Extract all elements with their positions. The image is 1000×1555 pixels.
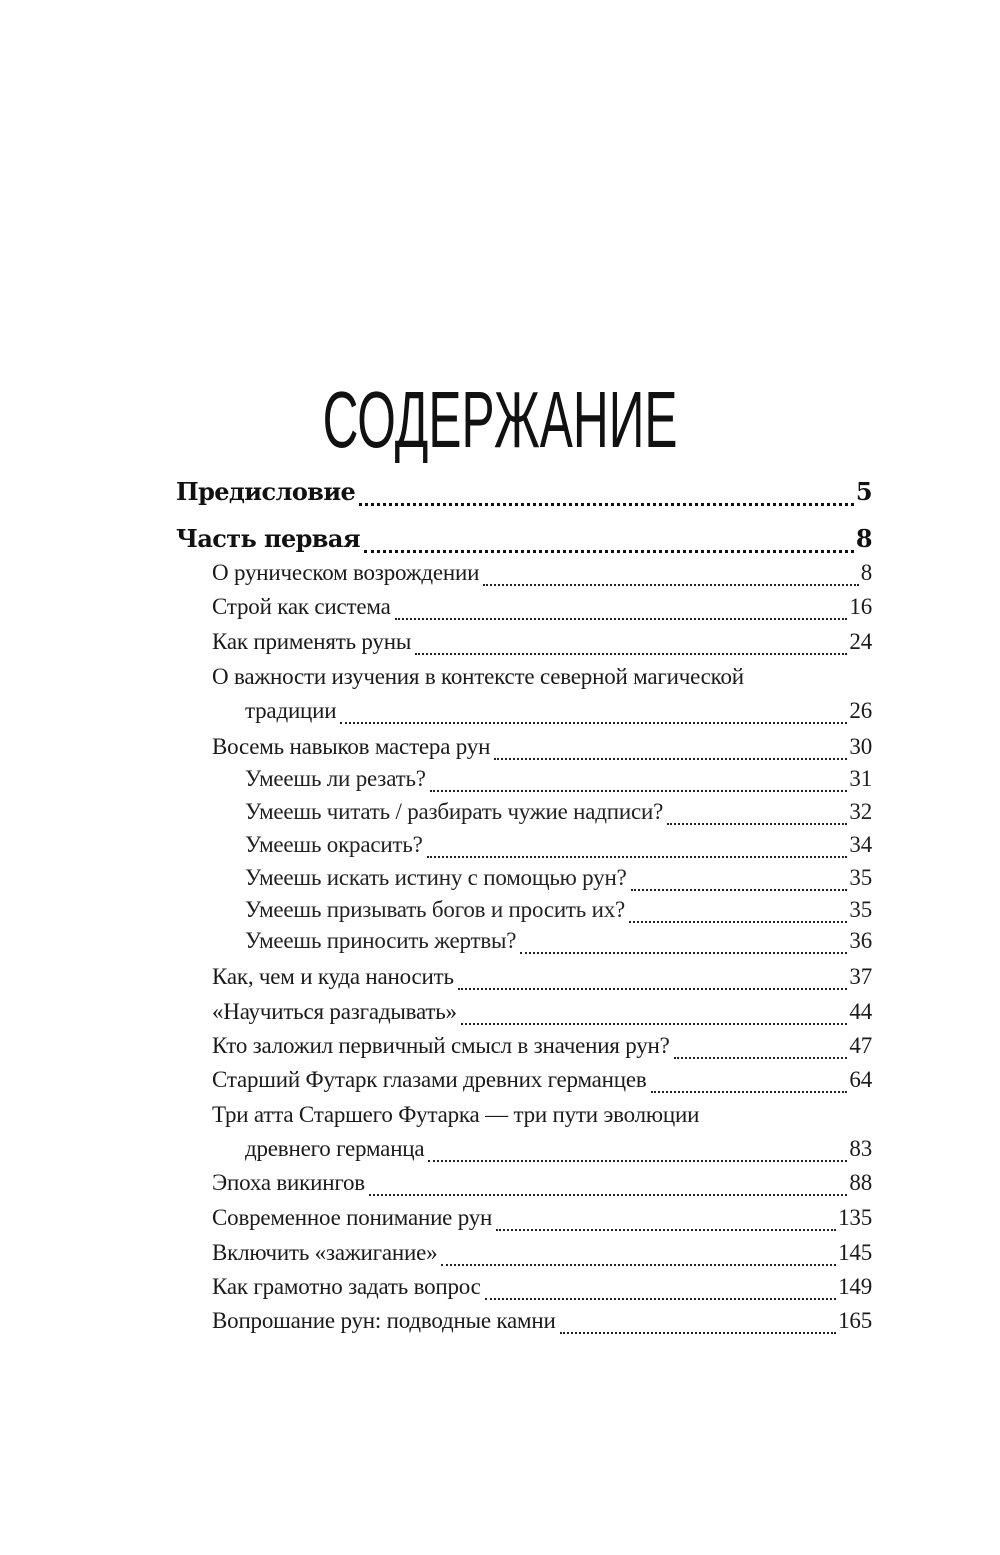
toc-entry[interactable] [212,594,872,626]
toc-page-number: 5 [855,477,872,506]
toc-entry-label: Умеешь приносить жертвы? [245,928,517,953]
toc-entry-label: Умеешь ли резать? [245,766,426,791]
dot-leader [629,897,847,929]
toc-entry[interactable] [212,1067,872,1099]
toc-page-number: 83 [849,1136,872,1161]
toc-entry[interactable] [212,1205,872,1237]
dot-leader [485,1274,836,1306]
toc-entry[interactable] [212,560,872,592]
toc-entry-label: древнего германца [245,1136,425,1161]
dot-leader [427,832,848,864]
toc-page-number: 165 [838,1308,872,1333]
toc-subentry[interactable] [245,897,872,929]
toc-entry-label: Умеешь читать / разбирать чужие надписи? [245,799,664,824]
toc-subentry[interactable] [245,766,872,798]
toc-page-number: 24 [849,629,872,654]
toc-page-number: 16 [849,594,872,619]
dot-leader [483,560,858,592]
toc-entry-label: Как грамотно задать вопрос [212,1274,481,1299]
toc-page-number: 135 [838,1205,872,1230]
toc-entry[interactable] [212,1308,872,1340]
toc-entry[interactable] [245,698,872,730]
toc-entry[interactable] [212,734,872,766]
toc-entry-label: Умеешь окрасить? [245,832,423,857]
toc-page-number: 8 [860,560,872,585]
page-title: СОДЕРЖАНИЕ [322,375,678,464]
toc-entry-label: Старший Футарк глазами древних германцев [212,1067,647,1092]
toc-entry-label-line1: О важности изучения в контексте северной магической [212,664,744,689]
dot-leader [496,1205,836,1237]
toc-entry-label: традиции [245,698,337,723]
toc-page-number: 31 [849,766,872,791]
toc-entry[interactable] [212,1170,872,1202]
toc-page-number: 8 [855,524,872,553]
toc-subentry[interactable] [245,799,872,831]
toc-page-number: 37 [849,964,872,989]
dot-leader [674,1033,848,1065]
toc-entry-label: «Научиться разгадывать» [212,999,457,1024]
toc-entry[interactable] [212,1274,872,1306]
toc-subentry[interactable] [245,832,872,864]
toc-entry-label: Включить «зажигание» [212,1240,438,1265]
toc-entry-label: Вопрошание рун: подводные камни [212,1308,556,1333]
toc-entry-label-line1: Три атта Старшего Футарка — три пути эволюции [212,1102,700,1127]
toc-subentry[interactable] [245,865,872,897]
toc-page-number: 26 [849,698,872,723]
toc-entry-label: Предисловие [176,477,356,506]
toc-entry[interactable] [245,1136,872,1168]
toc-entry-preface[interactable] [176,477,872,511]
toc-page-number: 145 [838,1240,872,1265]
toc-entry-label: Умеешь призывать богов и просить их? [245,897,626,922]
toc-entry-label: Умеешь искать истину с помощью рун? [245,865,627,890]
toc-entry-part-one[interactable] [176,524,872,558]
toc-page-number: 149 [838,1274,872,1299]
toc-entry-label: Восемь навыков мастера рун [212,734,491,759]
dot-leader [458,964,848,996]
dot-leader [430,766,848,798]
toc-entry-label: Современное понимание рун [212,1205,493,1230]
dot-leader [364,524,854,558]
dot-leader [359,477,854,511]
dot-leader [651,1067,848,1099]
toc-page-number: 36 [849,928,872,953]
toc-entry-label: Как применять руны [212,629,412,654]
dot-leader [667,799,847,831]
toc-page-number: 35 [849,897,872,922]
toc-entry-label: Эпоха викингов [212,1170,365,1195]
toc-entry-label: Как, чем и куда наносить [212,964,454,989]
toc-subentry[interactable] [245,928,872,960]
toc-page-number: 44 [849,999,872,1024]
dot-leader [441,1240,836,1272]
dot-leader [631,865,848,897]
toc-page-number: 30 [849,734,872,759]
toc-page-number: 64 [849,1067,872,1092]
dot-leader [369,1170,847,1202]
dot-leader [395,594,848,626]
dot-leader [415,629,847,661]
dot-leader [520,928,847,960]
toc-entry[interactable] [212,629,872,661]
toc-page-number: 47 [849,1033,872,1058]
toc-entry-label: Часть первая [176,524,360,553]
dot-leader [560,1308,836,1340]
dot-leader [428,1136,847,1168]
dot-leader [461,999,848,1031]
toc-page-number: 34 [849,832,872,857]
toc-entry-label: О руническом возрождении [212,560,480,585]
toc-entry[interactable] [212,999,872,1031]
toc-entry[interactable] [212,1033,872,1065]
toc-page-number: 88 [849,1170,872,1195]
toc-entry-label: Кто заложил первичный смысл в значения рун? [212,1033,670,1058]
toc-entry[interactable] [212,964,872,996]
dot-leader [494,734,847,766]
toc-entry[interactable] [212,1240,872,1272]
dot-leader [340,698,847,730]
toc-page-number: 35 [849,865,872,890]
toc-page-number: 32 [849,799,872,824]
toc-entry-label: Строй как система [212,594,391,619]
